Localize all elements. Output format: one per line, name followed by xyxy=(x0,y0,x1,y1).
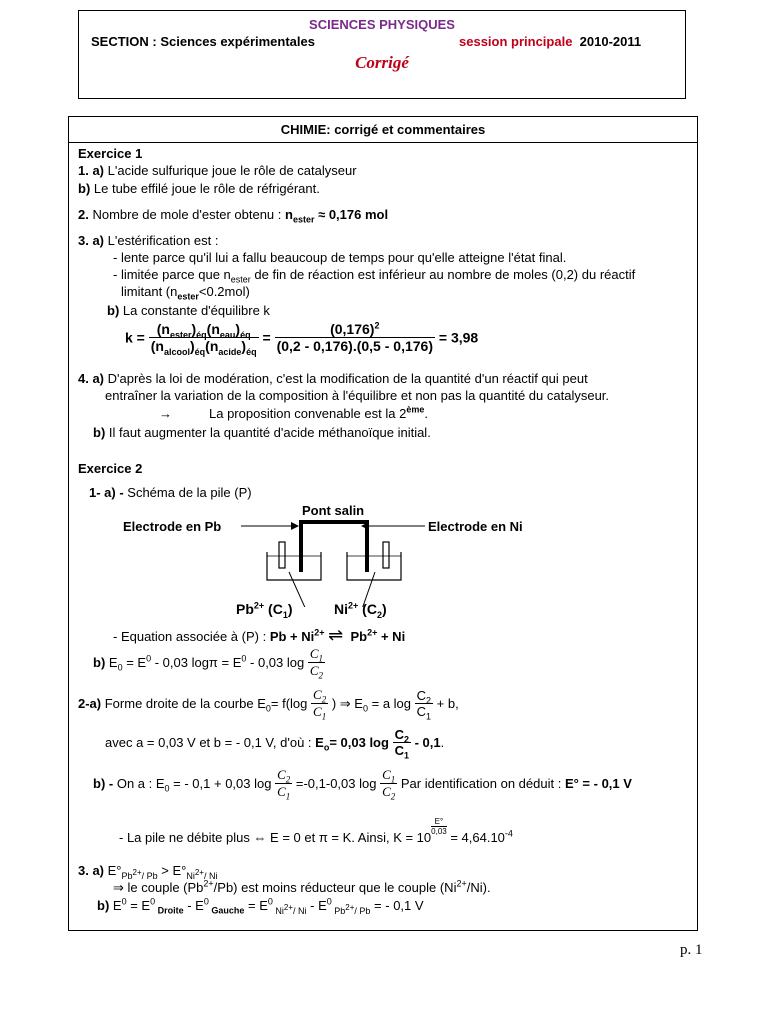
ex1-q4b: b) Il faut augmenter la quantité d'acide méthanoïque initial. xyxy=(93,425,431,440)
ex2-q2b: b) - On a : $E_0$ = - 0,1 + 0,03 log $\frac{C_2}{C_1}$ =-0,1-0,03 log $\frac{C_1}{C_2}$ Par identification on déduit : E° = - 0,1 V xyxy=(93,767,632,802)
ni-ion-label: $Ni^{2+}$ $(C_2)$ xyxy=(334,600,387,620)
session-label: session principale 2010-2011 xyxy=(459,34,642,49)
arrow-icon: → xyxy=(159,406,172,421)
ex2-q1a: 1- a) - Schéma de la pile (P) xyxy=(89,485,252,500)
ex2-q2a: 2-a) Forme droite de la courbe $E_0= f(\log$ $\frac{C_2}{C_1}$ ) ⇒ $E_0 = a$ log $\frac{C_2}{C_1}$ + b, xyxy=(78,687,459,722)
ex1-q3a-bullet2: - limitée parce que $n_{ester}$ de fin de réaction est inférieur au nombre de moles (0,2) du réactif xyxy=(113,267,636,285)
ex2-q2a-line2: avec a = 0,03 V et b = - 0,1 V, d'où : $E_o= 0,03$ log $\frac{C_2}{C_1}$ - 0,1. xyxy=(105,727,445,761)
title-row xyxy=(69,117,697,143)
ex1-q1a: 1. a) L'acide sulfurique joue le rôle de catalyseur xyxy=(78,163,357,178)
ex1-q4a-line2: entraîner la variation de la composition à l'équilibre et non pas la quantité du catalyseur. xyxy=(105,388,610,403)
ex2-q1b: b) $E_0 = E^0 - 0,03$ $\log\pi = E^0 - 0,03$ log $\frac{C_1}{C_2}$ xyxy=(93,646,324,681)
ex1-q1b: b) Le tube effilé joue le rôle de réfrigérant. xyxy=(78,181,320,196)
ex1-q4a-line3: La proposition convenable est la 2ème. xyxy=(209,404,428,421)
k-fraction-symbolic: $\frac{(n_{ester})_{éq}(n_{eau})_{éq}}{(n_{alcool})_{éq}(n_{acide})_{éq}}$ xyxy=(150,321,257,357)
ex1-q3a: 3. a) L'estérification est : xyxy=(78,233,219,248)
equivalence-icon: ⇔ xyxy=(253,830,267,845)
electrode-pb-label: Electrode en Pb xyxy=(123,519,222,534)
cell-diagram xyxy=(229,512,429,607)
ex1-q3a-bullet1: - lente parce qu'il lui a fallu beaucoup de temps pour qu'elle atteigne l'état final. xyxy=(113,250,567,265)
pont-salin-label: Pont salin xyxy=(302,503,365,518)
ex1-title: Exercice 1 xyxy=(78,146,143,161)
ex2-equation: - Equation associée à (P) : $Pb + Ni^{2+}$ ⇌ $Pb^{2+} + Ni$ xyxy=(113,625,406,645)
ex2-q3a: 3. a) $E^\circ_{Pb^{2+}/ Pb} > E^\circ_{Ni^{2+}/ Ni}$ xyxy=(78,863,218,881)
k-formula: k = $\frac{(n_{ester})_{éq}(n_{eau})_{éq}}{(n_{alcool})_{éq}(n_{acide})_{éq}}$ = $\frac{(0,176)^2}{(0,2 - 0,176).(0,5 - 0,176)}$ = 3,98 xyxy=(125,320,479,357)
ex2-q3a-line2: ⇒ le couple $(Pb^{2+}/Pb)$ est moins réducteur que le couple $(Ni^{2+}/Ni)$. xyxy=(113,878,491,895)
corrige-title: Corrigé xyxy=(355,53,409,72)
k-fraction-numeric: $\frac{(0,176)^2}{(0,2 - 0,176).(0,5 - 0,176)}$ xyxy=(276,320,433,354)
ex1-q3b: b) La constante d'équilibre k xyxy=(107,303,270,318)
ex1-q4a: 4. a) D'après la loi de modération, c'est la modification de la quantité d'un réactif qui peut xyxy=(78,371,588,386)
implies-icon: ⇒ xyxy=(113,880,124,895)
ex2-q3b: b) $E^0 = E^0$ $_{Droite} - E^0$ $_{Gauche} = E^0$ $_{Ni^{2+}/ Ni} - E^0$ $_{Pb^{2+}/ Pb}$ = - 0,1 V xyxy=(97,896,424,916)
main-box xyxy=(68,116,698,931)
main-title: CHIMIE: corrigé et commentaires xyxy=(280,122,486,137)
pb-ion-label: $Pb^{2+}$ $(C_1)$ xyxy=(236,600,293,620)
implies-icon: ⇒ xyxy=(339,695,351,711)
section-label: SECTION : Sciences expérimentales xyxy=(91,34,315,49)
page-number: p. 1 xyxy=(680,942,703,958)
ex2-title: Exercice 2 xyxy=(78,461,143,476)
ex1-q2: 2. Nombre de mole d'ester obtenu : $n_{ester} \approx 0,176$ mol xyxy=(78,207,389,225)
header-box xyxy=(78,10,686,99)
subject-title: SCIENCES PHYSIQUES xyxy=(309,17,455,32)
ex2-q2c: - La pile ne débite plus ⇔ E = 0 et π = K. Ainsi, K = 10 $\frac{E^\circ}{0,03}$ = $4,64.10^{-4}$ xyxy=(119,817,513,845)
electrode-ni-label: Electrode en Ni xyxy=(428,519,523,534)
equilibrium-arrow-icon: ⇌ xyxy=(328,625,344,645)
ex1-q3a-bullet2-line2: limitant $(n_{ester}<0.2mol)$ xyxy=(121,284,250,302)
